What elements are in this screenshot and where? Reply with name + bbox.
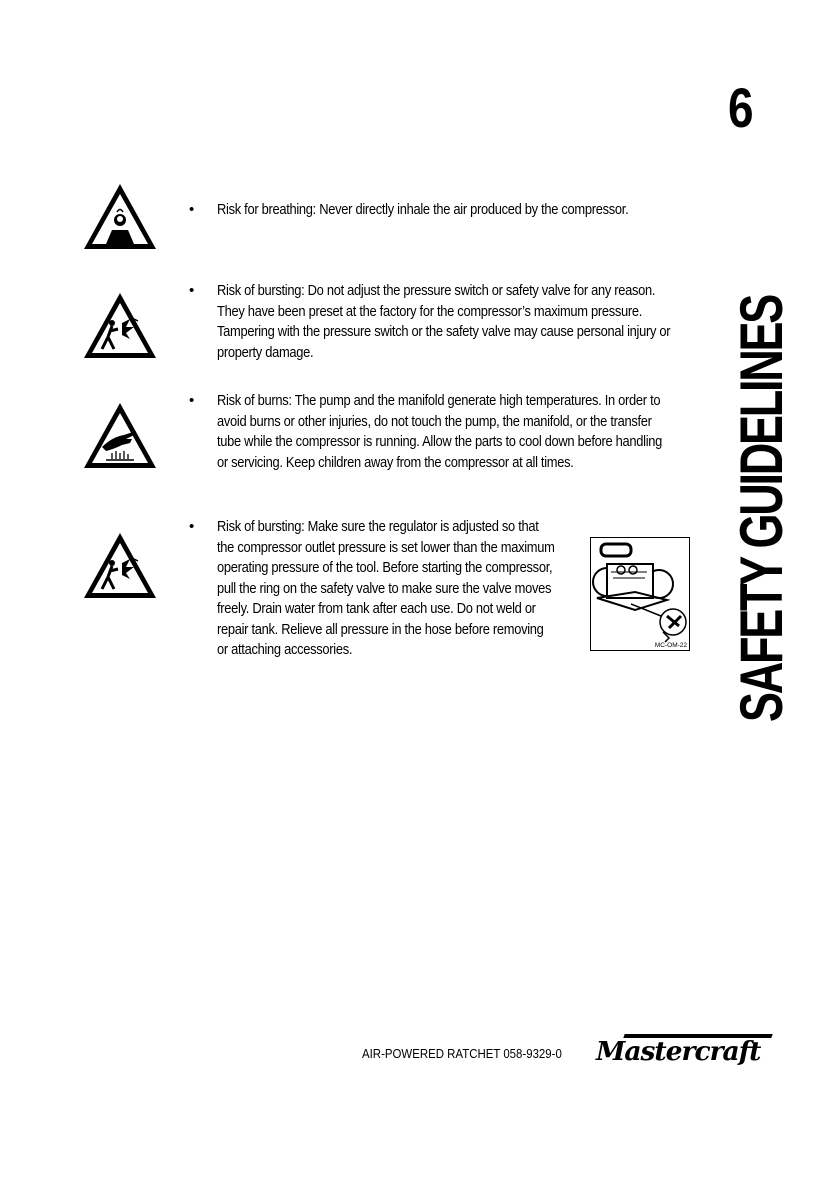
logo-text: Mastercraft [596,1037,761,1067]
bullet: • [189,201,195,218]
page-number: 6 [728,76,752,139]
bullet: • [189,518,195,535]
section-title: SAFETY GUIDELINES [728,296,795,722]
bursting-hazard-icon [82,531,158,601]
bullet: • [189,392,195,409]
warning-text [217,281,673,363]
compressor-illustration [590,537,690,651]
warning-burns [82,392,682,491]
warning-body: Never directly inhale the air produced by the compressor. [319,201,629,218]
footer-product: AIR-POWERED RATCHET 058-9329-0 [362,1046,562,1061]
compressor-safety-valve-illustration [591,538,689,650]
warning-text [217,391,673,473]
brand-logo [596,1034,776,1068]
burn-hazard-icon [82,401,158,471]
warning-label: Risk of bursting: [217,518,305,535]
warning-body: Do not adjust the pressure switch or safety valve for any reason. They have been preset at the factory for the compressor’s maximum pressure. Tampering with the pressure switch or the safety valve may cause personal injury or property damage. [217,282,671,361]
figure-caption: MC-OM-22 [654,642,687,649]
warning-body: Make sure the regulator is adjusted so that the compressor outlet pressure is set lower than the maximum operating pressure of the tool. Before starting the compressor, pull the ring on the safety valve to make sure the valve moves freely. Drain water from tank after each use. Do not weld or repair tank. Relieve all pressure in the hose before removing or attaching accessories. [217,518,555,658]
warning-label: Risk of bursting: [217,282,305,299]
warning-text [217,517,557,661]
breathing-hazard-icon [82,182,158,252]
bullet: • [189,282,195,299]
bursting-hazard-icon [82,291,158,361]
warning-breathing [82,182,682,252]
warning-body: The pump and the manifold generate high temperatures. In order to avoid burns or other injuries, do not touch the pump, the manifold, or the transfer tube while the compressor is running. Allow the parts to cool down before handling or servicing. Keep children away from the compressor at all times. [217,392,663,471]
warning-label: Risk of burns: [217,392,292,409]
warning-text [217,200,681,221]
warning-bursting-1 [82,282,682,381]
warning-label: Risk for breathing: [217,201,316,218]
